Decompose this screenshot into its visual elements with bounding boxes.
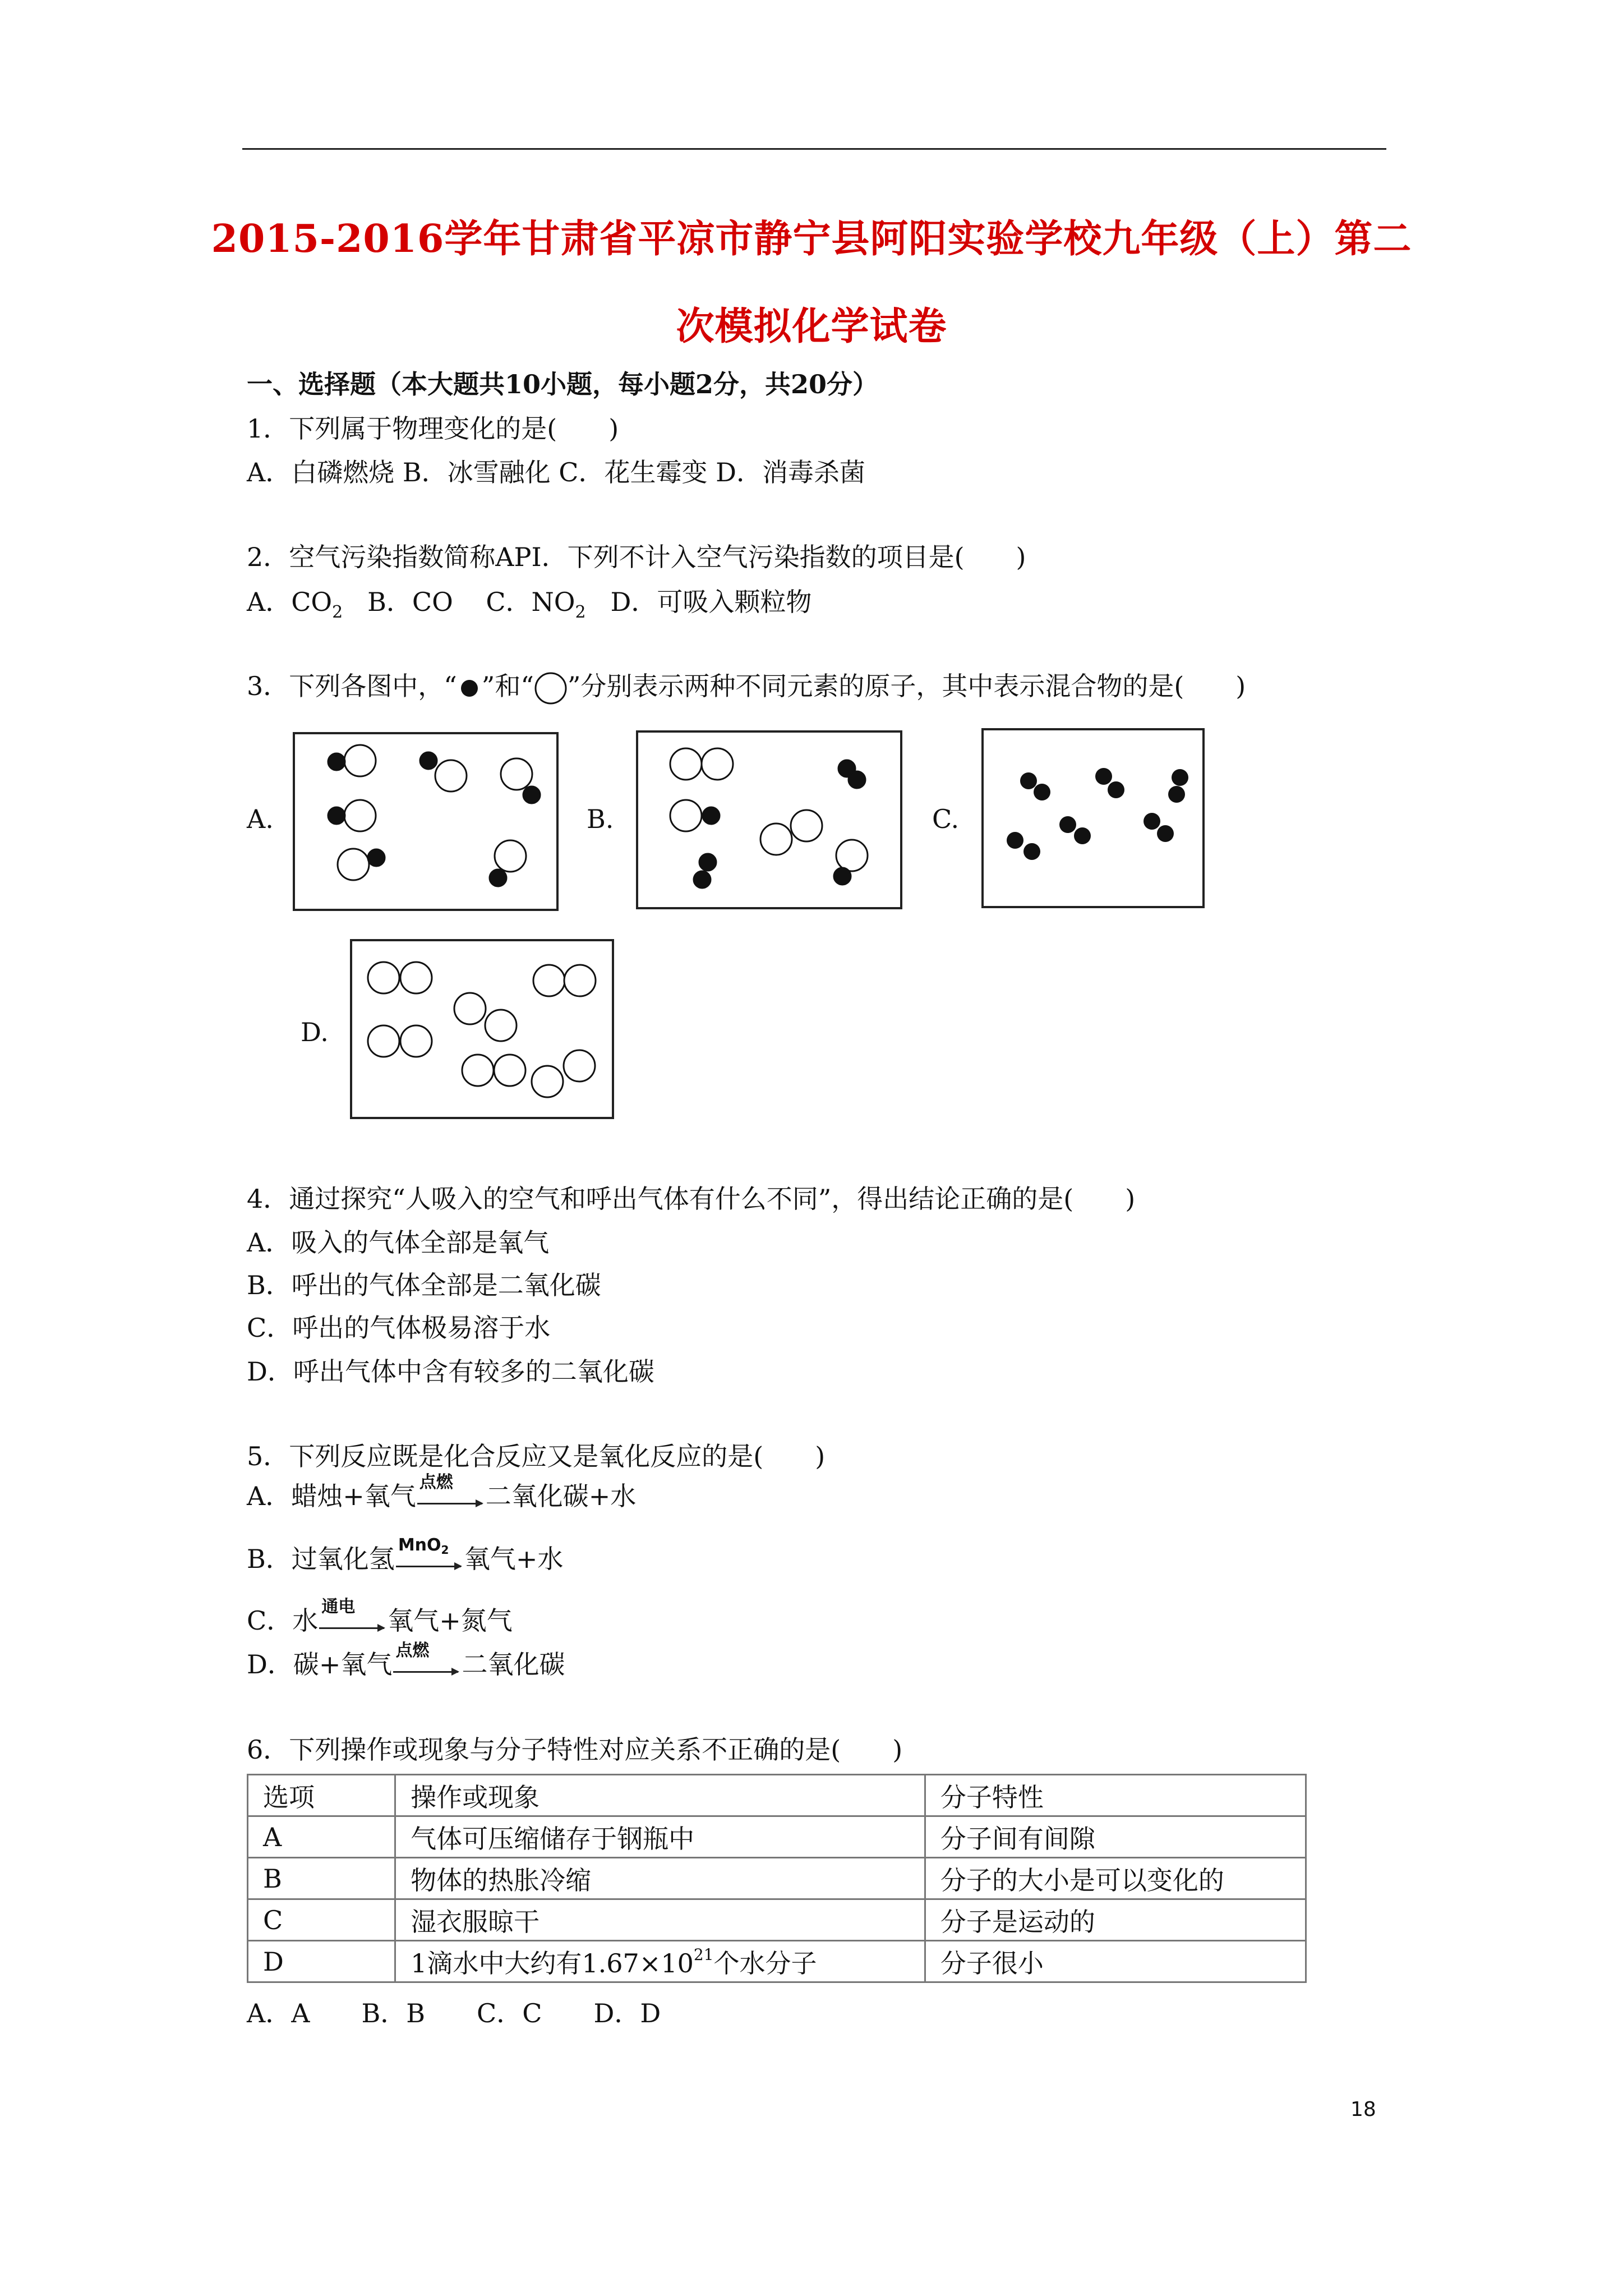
q5-option-a [247, 1473, 637, 1515]
table-cell: 气体可压缩储存于钢瓶中 [395, 1816, 925, 1858]
q4-option-d: D．呼出气体中含有较多的二氧化碳 [247, 1356, 654, 1387]
q5-a-reactants: A．蜡烛+氧气 [247, 1481, 416, 1511]
table-cell: 分子很小 [925, 1941, 1306, 1982]
table-row [248, 1858, 1306, 1899]
section-heading: 一、选择题（本大题共10小题，每小题2分，共20分） [247, 369, 879, 399]
diagram-c-drawing [984, 730, 1202, 906]
water-molecule-unit: 个水分子 [713, 1948, 817, 1978]
q6-options: A．A B．B C．C D．D [247, 1998, 661, 2028]
q4-option-c: C．呼出的气体极易溶于水 [247, 1313, 551, 1343]
q5-option-b [247, 1535, 564, 1578]
table-cell: 湿衣服晾干 [395, 1899, 925, 1941]
table-header-row [248, 1775, 1306, 1816]
black-atom-icon [457, 676, 482, 701]
page-number: 18 [1350, 2098, 1376, 2121]
header-rule [242, 148, 1386, 150]
q2-option-a-subscript: 2 [332, 602, 343, 622]
exponent: 21 [693, 1945, 714, 1964]
q6-stem: 6．下列操作或现象与分子特性对应关系不正确的是( ) [247, 1734, 903, 1765]
q4-option-a: A．吸入的气体全部是氧气 [247, 1227, 550, 1258]
q5-b-reactants: B．过氧化氢 [247, 1544, 395, 1574]
reaction-condition: 点燃 [419, 1473, 453, 1492]
water-molecule-count: 1滴水中大约有1.67×10 [411, 1948, 694, 1978]
table-cell [395, 1941, 925, 1982]
diagram-a [293, 732, 559, 911]
q2-options [247, 587, 811, 623]
q5-option-d [247, 1641, 565, 1683]
q3-label-d: D. [301, 1017, 329, 1047]
diagram-b [636, 730, 902, 909]
q5-stem: 5．下列反应既是化合反应又是氧化反应的是( ) [247, 1441, 826, 1471]
q2-option-c-subscript: 2 [575, 602, 586, 622]
q4-stem: 4．通过探究“人吸入的空气和呼出气体有什么不同”，得出结论正确的是( ) [247, 1184, 1136, 1214]
q3-stem-post: ”分别表示两种不同元素的原子，其中表示混合物的是( ) [567, 671, 1246, 701]
q6-table [247, 1774, 1307, 1983]
q2-option-a: A．CO [247, 587, 333, 617]
table-cell: B [248, 1858, 395, 1899]
table-cell: 分子间有间隙 [925, 1816, 1306, 1858]
q2-stem: 2．空气污染指数简称API．下列不计入空气污染指数的项目是( ) [247, 542, 1026, 572]
q5-d-reactants: D．碳+氧气 [247, 1649, 393, 1680]
table-cell: A [248, 1816, 395, 1858]
table-cell: D [248, 1941, 395, 1982]
reaction-condition: 点燃 [395, 1641, 430, 1660]
reaction-arrow [396, 1535, 463, 1578]
q3-stem [247, 671, 1246, 705]
q5-a-products: 二氧化碳+水 [485, 1481, 637, 1511]
reaction-condition [398, 1535, 449, 1557]
diagram-b-drawing [638, 733, 900, 907]
reaction-arrow [319, 1597, 386, 1640]
table-row [248, 1899, 1306, 1941]
q3-stem-mid: ”和“ [481, 671, 534, 701]
table-cell: 分子的大小是可以变化的 [925, 1858, 1306, 1899]
q3-label-b: B. [587, 804, 614, 834]
table-header-cell: 选项 [248, 1775, 395, 1816]
q3-label-a: A. [247, 804, 274, 834]
reaction-arrow [393, 1641, 460, 1683]
q3-label-c: C. [932, 804, 960, 834]
reaction-condition: 通电 [321, 1597, 356, 1617]
diagram-c [981, 728, 1205, 908]
diagram-d [350, 939, 614, 1119]
white-atom-icon [534, 671, 568, 705]
q5-c-products: 氧气+氮气 [388, 1605, 513, 1636]
exam-title-line2: 次模拟化学试卷 [676, 304, 947, 349]
q5-option-c [247, 1597, 513, 1640]
table-header-cell: 分子特性 [925, 1775, 1306, 1816]
catalyst-subscript: 2 [441, 1543, 449, 1557]
table-cell: 物体的热胀冷缩 [395, 1858, 925, 1899]
catalyst-formula: MnO [398, 1535, 441, 1555]
table-cell: C [248, 1899, 395, 1941]
q1-options: A．白磷燃烧 B．冰雪融化 C．花生霉变 D．消毒杀菌 [247, 457, 865, 487]
q5-c-reactants: C．水 [247, 1605, 319, 1636]
table-row [248, 1941, 1306, 1982]
reaction-arrow [417, 1473, 485, 1515]
diagram-d-drawing [352, 941, 612, 1117]
q2-option-c: C．NO [486, 587, 575, 617]
q1-stem: 1．下列属于物理变化的是( ) [247, 413, 619, 444]
table-cell: 分子是运动的 [925, 1899, 1306, 1941]
table-header-cell: 操作或现象 [395, 1775, 925, 1816]
exam-title-line1: 2015-2016学年甘肃省平凉市静宁县阿阳实验学校九年级（上）第二 [211, 217, 1412, 261]
q2-option-d: D．可吸入颗粒物 [610, 587, 812, 617]
diagram-a-drawing [295, 734, 556, 909]
q3-stem-pre: 3．下列各图中，“ [247, 671, 457, 701]
q2-option-b: B．CO [367, 587, 453, 617]
q5-b-products: 氧气+水 [464, 1544, 564, 1574]
q5-d-products: 二氧化碳 [462, 1649, 565, 1680]
table-row [248, 1816, 1306, 1858]
q4-option-b: B．呼出的气体全部是二氧化碳 [247, 1270, 601, 1300]
